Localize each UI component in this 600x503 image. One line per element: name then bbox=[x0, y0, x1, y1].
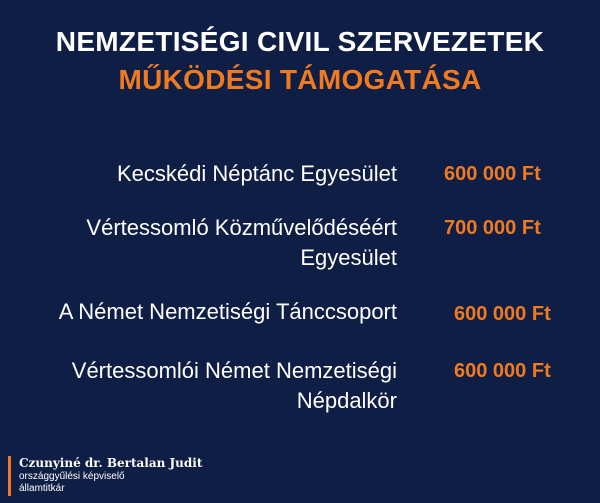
organization-name-line: Kecskédi Néptánc Egyesület bbox=[116, 161, 397, 186]
title-line-2: MŰKÖDÉSI TÁMOGATÁSA bbox=[118, 64, 482, 95]
organization-name-line: Egyesület bbox=[300, 245, 397, 270]
organization-name bbox=[117, 159, 397, 189]
support-amount: 600 000 Ft bbox=[454, 360, 551, 382]
organization-name-line: Népdalkör bbox=[296, 388, 397, 413]
organization-name-line: Vértessomló Közművelődéséért bbox=[86, 215, 397, 240]
support-amount: 600 000 Ft bbox=[454, 303, 551, 325]
support-amount: 700 000 Ft bbox=[444, 217, 541, 239]
organization-name-line: A Német Nemzetiségi Tánccsoport bbox=[58, 299, 397, 324]
signature-name: Czunyiné dr. Bertalan Judit bbox=[19, 456, 203, 470]
signature-role: országgyűlési képviselő bbox=[19, 471, 125, 482]
signature-title: államtitkár bbox=[19, 483, 65, 494]
organization-name bbox=[86, 213, 397, 273]
support-amount: 600 000 Ft bbox=[444, 163, 541, 185]
signature-block bbox=[8, 456, 202, 496]
organization-name bbox=[59, 297, 397, 327]
organization-name bbox=[72, 356, 397, 416]
title-line-1: NEMZETISÉGI CIVIL SZERVEZETEK bbox=[55, 26, 545, 57]
organization-name-line: Vértessomlói Német Nemzetiségi bbox=[71, 358, 397, 383]
